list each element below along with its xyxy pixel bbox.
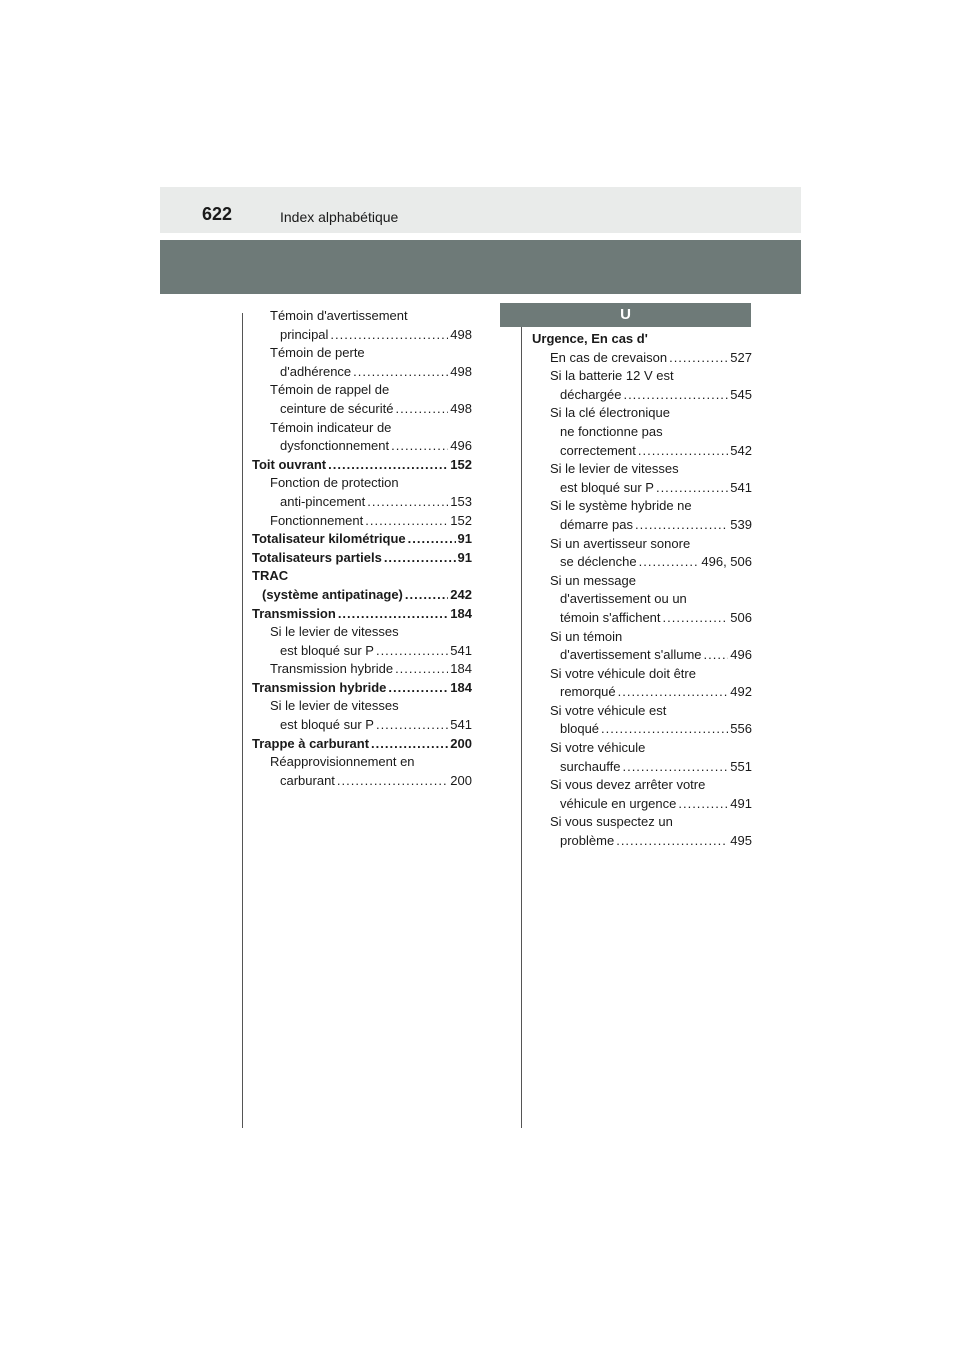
entry-label: En cas de crevaison [550,349,668,365]
entry-page-number[interactable]: 498 [450,363,472,379]
index-entry [532,479,752,498]
entry-label: Transmission hybride [252,679,387,695]
entry-label: (système antipatinage) [262,586,403,602]
index-entry [252,735,472,754]
entry-page-number[interactable]: 527 [730,349,752,365]
entry-label: bloqué [560,721,600,737]
entry-page-number[interactable]: 541 [450,642,472,658]
dot-leader [623,386,728,405]
index-entry [532,702,752,721]
index-entry [252,419,472,438]
entry-label: témoin s'affichent [560,609,661,625]
entry-label: Si un témoin [550,628,623,644]
entry-page-number[interactable]: 545 [730,386,752,402]
entry-label: Si votre véhicule est [550,702,667,718]
entry-page-number[interactable]: 152 [450,512,472,528]
entry-page-number[interactable]: 556 [730,721,752,737]
entry-page-number[interactable]: 539 [730,516,752,532]
index-entry [532,683,752,702]
entry-page-number[interactable]: 495 [730,833,752,849]
dot-leader [618,683,729,702]
dot-leader [384,549,456,568]
dot-leader [328,456,448,475]
entry-label: Fonction de protection [270,475,399,491]
section-band [160,240,801,294]
entry-label: dysfonctionnement [280,438,390,454]
entry-label: véhicule en urgence [560,795,677,811]
entry-page-number[interactable]: 200 [450,735,472,751]
dot-leader [678,795,728,814]
dot-leader [395,660,448,679]
entry-label: anti-pincement [280,493,366,509]
index-entry [532,720,752,739]
entry-page-number[interactable]: 551 [730,758,752,774]
entry-label: remorqué [560,684,616,700]
dot-leader [338,605,448,624]
entry-label: se déclenche [560,554,637,570]
dot-leader [408,530,456,549]
entry-label: problème [560,833,615,849]
entry-label: Transmission [252,605,336,621]
index-entry [252,363,472,382]
entry-page-number[interactable]: 492 [730,684,752,700]
index-entry [252,530,472,549]
entry-label: Si le levier de vitesses [270,698,399,714]
index-entry [532,497,752,516]
entry-label: Témoin indicateur de [270,419,392,435]
index-entry [252,474,472,493]
entry-label: Si la clé électronique [550,405,670,421]
header-band [160,187,801,233]
index-entry [252,753,472,772]
index-entry [532,349,752,368]
dot-leader [376,642,448,661]
entry-label: Si le levier de vitesses [550,461,679,477]
dot-leader [371,735,448,754]
index-entry [532,609,752,628]
entry-label: est bloqué sur P [560,479,654,495]
dot-leader [388,679,448,698]
entry-label: Témoin de perte [270,345,365,361]
index-entry [532,423,752,442]
index-entry [532,739,752,758]
index-entry [252,344,472,363]
page-number: 622 [202,204,233,224]
entry-page-number[interactable]: 541 [730,479,752,495]
index-entry [532,442,752,461]
index-entry [252,437,472,456]
entry-label: Si vous suspectez un [550,814,673,830]
index-entry [532,665,752,684]
entry-label: d'avertissement ou un [560,591,687,607]
index-entry [252,772,472,791]
index-entry [532,813,752,832]
column-divider-left [242,313,243,1128]
dot-leader [638,442,728,461]
entry-page-number[interactable]: 498 [450,400,472,416]
entry-label: Témoin de rappel de [270,382,390,398]
dot-leader [663,609,729,628]
index-entry [252,660,472,679]
entry-label: correctement [560,442,636,458]
dot-leader [622,758,728,777]
index-entry [532,776,752,795]
index-entry [252,623,472,642]
entry-page-number[interactable]: 242 [450,586,472,602]
index-entry [532,386,752,405]
entry-label: Si la batterie 12 V est [550,368,674,384]
index-entry [252,679,472,698]
entry-label: est bloqué sur P [280,642,374,658]
index-entry [252,642,472,661]
dot-leader [656,479,728,498]
entry-page-number[interactable]: 496 [450,438,472,454]
dot-leader [669,349,728,368]
dot-leader [395,400,448,419]
index-entry [252,381,472,400]
entry-label: Totalisateurs partiels [252,549,382,565]
entry-label: surchauffe [560,758,621,774]
entry-label: Témoin d'avertissement [270,308,408,323]
index-letter-heading: U [500,303,751,327]
entry-label: déchargée [560,386,622,402]
index-entry [532,832,752,851]
entry-page-number[interactable]: 152 [450,456,472,472]
entry-page-number[interactable]: 153 [450,493,472,509]
entry-label: Transmission hybride [270,661,394,677]
index-entry [532,367,752,386]
entry-label: Si le système hybride ne [550,498,692,514]
dot-leader [367,493,448,512]
entry-label: Si un message [550,572,636,588]
column-divider-middle [521,313,522,1128]
entry-label: principal [280,326,329,342]
entry-page-number[interactable]: 184 [450,679,472,695]
index-entry [532,628,752,647]
entry-page-number[interactable]: 491 [730,795,752,811]
index-entry [252,549,472,568]
index-entry [532,795,752,814]
entry-page-number[interactable]: 542 [730,442,752,458]
index-entry [252,512,472,531]
index-entry [532,590,752,609]
dot-leader [376,716,448,735]
index-entry [252,697,472,716]
entry-label: Si vous devez arrêter votre [550,777,706,793]
index-entry [532,516,752,535]
entry-label: Trappe à carburant [252,735,370,751]
index-entry [532,404,752,423]
entry-page-number[interactable]: 184 [450,661,472,677]
index-entry [532,460,752,479]
index-entry [252,716,472,735]
index-entry [252,605,472,624]
entry-label: Réapprovisionnement en [270,754,415,770]
entry-label: ceinture de sécurité [280,400,394,416]
index-column-right [532,330,752,851]
page-title: Index alphabétique [280,209,399,225]
entry-label: d'avertissement s'allume [560,647,702,663]
entry-page-number[interactable]: 498 [450,326,472,342]
dot-leader [601,720,728,739]
dot-leader [330,326,448,345]
dot-leader [639,553,700,572]
index-entry [532,553,752,572]
dot-leader [365,512,448,531]
entry-label: d'adhérence [280,363,352,379]
entry-page-number[interactable]: 91 [457,531,472,547]
index-entry [252,586,472,605]
entry-label: Toit ouvrant [252,456,327,472]
index-column-left [252,307,472,790]
dot-leader [353,363,448,382]
entry-label: Totalisateur kilométrique [252,531,406,547]
index-entry [532,646,752,665]
dot-leader [391,437,448,456]
entry-page-number[interactable]: 184 [450,605,472,621]
entry-page-number[interactable]: 91 [457,549,472,565]
index-entry [252,493,472,512]
entry-page-number[interactable]: 541 [450,717,472,733]
entry-page-number[interactable]: 496 [730,647,752,663]
index-entry [532,758,752,777]
entry-page-number[interactable]: 506 [730,609,752,625]
entry-label: carburant [280,772,335,788]
entry-label: Urgence, En cas d' [532,331,648,346]
dot-leader [616,832,728,851]
index-entry [252,567,472,586]
entry-label: ne fonctionne pas [560,423,663,439]
index-entry [532,535,752,554]
index-entry [532,572,752,591]
entry-label: TRAC [252,568,289,584]
dot-leader [337,772,448,791]
entry-label: Si votre véhicule doit être [550,665,696,681]
entry-label: est bloqué sur P [280,717,374,733]
index-entry [252,307,472,326]
entry-label: Si un avertisseur sonore [550,535,691,551]
entry-label: démarre pas [560,516,633,532]
index-entry [252,400,472,419]
dot-leader [635,516,728,535]
entry-page-number[interactable]: 496, 506 [701,554,752,570]
entry-label: Si votre véhicule [550,740,646,756]
index-entry [532,330,752,349]
dot-leader [704,646,729,665]
dot-leader [405,586,448,605]
entry-page-number[interactable]: 200 [450,772,472,788]
entry-label: Si le levier de vitesses [270,624,399,640]
index-entry [252,326,472,345]
index-entry [252,456,472,475]
entry-label: Fonctionnement [270,512,364,528]
